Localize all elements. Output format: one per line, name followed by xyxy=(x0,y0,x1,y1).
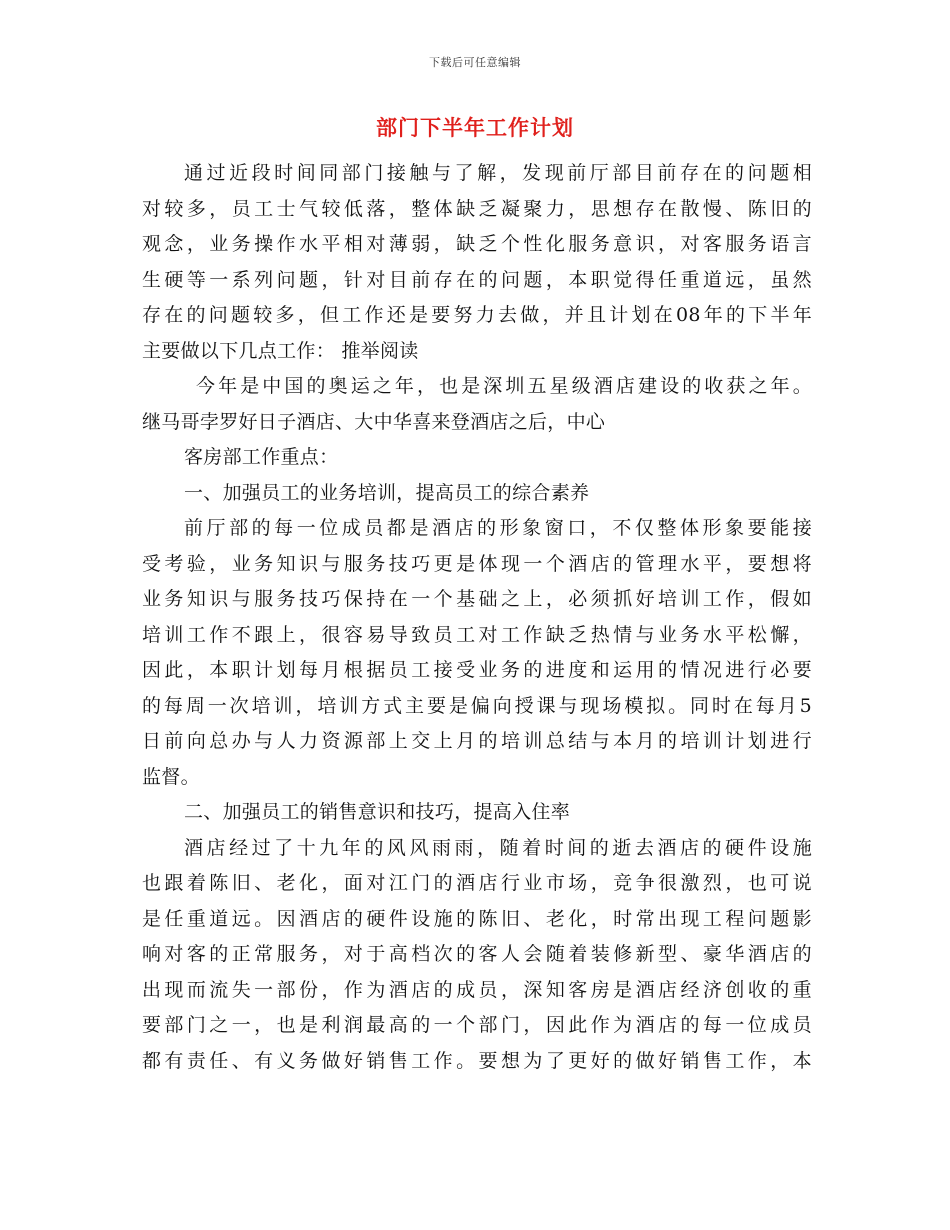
document-title: 部门下半年工作计划 xyxy=(376,115,574,140)
paragraph-line: 今年是中国的奥运之年，也是深圳五星级酒店建设的收获之年。 xyxy=(196,375,812,397)
document-body xyxy=(142,156,812,1079)
paragraph-line: 响对客的正常服务，对于高档次的客人会随着装修新型、豪华酒店的 xyxy=(142,943,812,965)
paragraph-line: 对较多，员工士气较低落，整体缺乏凝聚力，思想存在散慢、陈旧的 xyxy=(142,197,812,220)
paragraph-line: 主要做以下几点工作： 推举阅读 xyxy=(142,339,419,362)
header-note: 下载后可任意编辑 xyxy=(429,56,521,69)
section-heading: 二、加强员工的销售意识和技巧，提高入住率 xyxy=(184,801,571,823)
paragraph-line: 受考验，业务知识与服务技巧更是体现一个酒店的管理水平，要想将 xyxy=(142,552,812,575)
paragraph-line: 酒店经过了十九年的风风雨雨，随着时间的逝去酒店的硬件设施 xyxy=(184,836,812,859)
section-heading: 一、加强员工的业务培训，提高员工的综合素养 xyxy=(184,481,590,504)
paragraph-line: 存在的问题较多，但工作还是要努力去做，并且计划在08年的下半年 xyxy=(142,304,812,326)
paragraph-line: 前厅部的每一位成员都是酒店的形象窗口，不仅整体形象要能接 xyxy=(184,517,812,539)
paragraph-line: 的每周一次培训，培训方式主要是偏向授课与现场模拟。同时在每月5 xyxy=(142,694,812,717)
paragraph-line: 继马哥孛罗好日子酒店、大中华喜来登酒店之后，中心 xyxy=(142,410,606,433)
paragraph-line: 日前向总办与人力资源部上交上月的培训总结与本月的培训计划进行 xyxy=(142,730,812,752)
paragraph-line: 业务知识与服务技巧保持在一个基础之上，必须抓好培训工作，假如 xyxy=(142,588,812,610)
paragraph-line: 观念，业务操作水平相对薄弱，缺乏个性化服务意识，对客服务语言 xyxy=(142,233,812,255)
paragraph-line: 出现而流失一部份，作为酒店的成员，深知客房是酒店经济创收的重 xyxy=(142,978,812,1001)
paragraph-line: 通过近段时间同部门接触与了解，发现前厅部目前存在的问题相 xyxy=(184,162,812,184)
paragraph-line: 都有责任、有义务做好销售工作。要想为了更好的做好销售工作，本 xyxy=(142,1049,812,1072)
paragraph-line: 监督。 xyxy=(142,765,200,788)
paragraph-line: 培训工作不跟上，很容易导致员工对工作缺乏热情与业务水平松懈， xyxy=(142,623,812,646)
paragraph-line: 是任重道远。因酒店的硬件设施的陈旧、老化，时常出现工程问题影 xyxy=(142,907,812,930)
section-heading: 客房部工作重点： xyxy=(184,446,339,468)
paragraph-line: 要部门之一，也是利润最高的一个部门，因此作为酒店的每一位成员 xyxy=(142,1014,812,1036)
paragraph-line: 因此，本职计划每月根据员工接受业务的进度和运用的情况进行必要 xyxy=(142,659,812,681)
paragraph-line: 生硬等一系列问题，针对目前存在的问题，本职觉得任重道远，虽然 xyxy=(142,268,812,291)
paragraph-line: 也跟着陈旧、老化，面对江门的酒店行业市场，竞争很激烈，也可说 xyxy=(142,872,812,894)
